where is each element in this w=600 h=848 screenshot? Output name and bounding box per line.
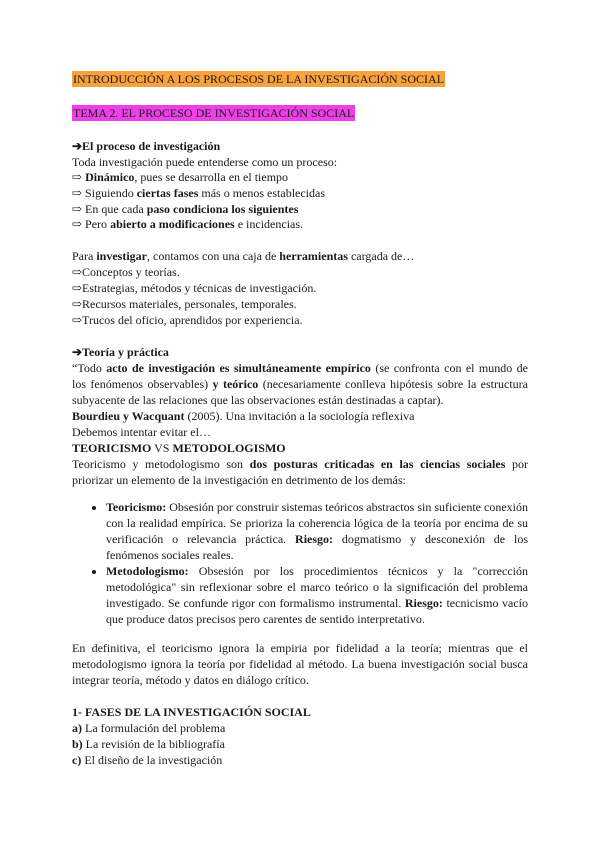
text-bold: Metodologismo: <box>106 564 189 578</box>
text-bold: Teoricismo: <box>106 500 167 514</box>
item-suffix: e incidencias. <box>234 217 304 231</box>
text-run: dogmatismo y desconexión de los fenómenos sociales reales. <box>106 532 528 562</box>
text-run: (se confronta con el mundo de los fenómenos observables) <box>72 361 528 391</box>
list-item-metodologismo <box>106 563 528 627</box>
process-item <box>72 185 325 201</box>
phase-item <box>72 720 225 736</box>
tools-item: ⇨Recursos materiales, personales, temporales. <box>72 297 297 311</box>
list-item-teoricismo <box>106 499 528 563</box>
quote-paragraph <box>72 360 528 408</box>
process-item <box>72 201 298 217</box>
phase-text: El diseño de la investigación <box>81 753 223 767</box>
item-suffix: más o menos establecidas <box>198 186 326 200</box>
text-bold: TEORICISMO <box>72 441 152 455</box>
tools-item: ⇨Estrategias, métodos y técnicas de investigación. <box>72 281 317 295</box>
postures-paragraph <box>72 456 528 488</box>
text-run: Teoricismo y metodologismo son <box>72 457 250 471</box>
item-suffix: , pues se desarrolla en el tiempo <box>134 170 289 184</box>
course-title-text: INTRODUCCIÓN A LOS PROCESOS DE LA INVESTIGACIÓN SOCIAL <box>73 72 445 86</box>
item-bold: Dinámico <box>85 170 135 184</box>
text-bold: Riesgo: <box>295 532 334 546</box>
phase-text: La revisión de la bibliografía <box>82 737 225 751</box>
text-run: Obsesión por construir sistemas teóricos abstractos sin suficiente conexión con la realidad empírica. Se prioriza la coherencia lógica de la teoría por encima de su verificación o relevancia práctica. <box>106 500 528 546</box>
text-run: cargada de… <box>347 249 415 263</box>
item-prefix: ⇨ En que cada <box>72 202 147 216</box>
text-run: , contamos con una caja de <box>147 249 280 263</box>
text-bold: investigar <box>96 249 147 263</box>
phase-letter: a) <box>72 721 82 735</box>
citation-rest: (2005). Una invitación a la sociología reflexiva <box>184 409 415 423</box>
item-prefix: ⇨ Siguiendo <box>72 186 137 200</box>
postures-list <box>72 499 528 627</box>
topic-title-text: TEMA 2. EL PROCESO DE INVESTIGACIÓN SOCIAL <box>73 106 355 120</box>
phase-item <box>72 736 225 752</box>
citation-authors: Bourdieu y Wacquant <box>72 409 185 423</box>
phase-letter: c) <box>72 753 82 767</box>
tools-intro <box>72 248 414 264</box>
text-run: por priorizar un elemento de la investigación en detrimento de los demás: <box>72 457 528 487</box>
citation <box>72 408 414 424</box>
phase-text: La formulación del problema <box>82 721 226 735</box>
text-bold: METODOLOGISMO <box>172 441 286 455</box>
text-bold: acto de investigación es simultáneamente empírico <box>106 361 371 375</box>
phase-letter: b) <box>72 737 83 751</box>
course-title <box>72 71 445 87</box>
phase-item <box>72 752 222 768</box>
text-run: tecnicismo vacío que produce datos precisos pero carentes de sentido interpretativo. <box>106 596 528 626</box>
text-run: (necesariamente conlleva hipótesis sobre la estructura subyacente de las relaciones que las observaciones están destinadas a captar). <box>72 377 528 407</box>
text-run: Obsesión por los procedimientos técnicos y la "corrección metodológica" sin reflexionar sobre el marco teórico o la significación del problema investigado. Se confunde rigor con formalismo instrumental. <box>106 564 528 610</box>
conclusion-paragraph: En definitiva, el teoricismo ignora la empiria por fidelidad a la teoría; mientras que el metodologismo ignora la teoría por fidelidad al método. La buena investigación social busca integrar teoría, método y datos en diálogo crítico. <box>72 641 528 687</box>
item-prefix: ⇨ Pero <box>72 217 111 231</box>
text-bold: herramientas <box>279 249 348 263</box>
topic-title <box>72 105 355 121</box>
vs-heading <box>72 440 286 456</box>
avoid-line: Debemos intentar evitar el… <box>72 425 211 439</box>
section-heading-theory: ➔Teoría y práctica <box>72 345 169 359</box>
text-bold: dos posturas criticadas en las ciencias sociales <box>249 457 506 471</box>
text-run: VS <box>151 441 173 455</box>
item-bold: abierto a modificaciones <box>110 217 235 231</box>
text-bold: y teórico <box>212 377 259 391</box>
tools-item: ⇨Trucos del oficio, aprendidos por experiencia. <box>72 313 303 327</box>
section-heading-process: ➔El proceso de investigación <box>72 139 221 153</box>
process-item <box>72 169 288 185</box>
text-run: Para <box>72 249 97 263</box>
text-bold: Riesgo: <box>404 596 443 610</box>
item-prefix: ⇨ <box>72 170 86 184</box>
text-run: “Todo <box>72 361 107 375</box>
item-bold: ciertas fases <box>136 186 199 200</box>
item-bold: paso condiciona los siguientes <box>146 202 299 216</box>
tools-item: ⇨Conceptos y teorías. <box>72 265 180 279</box>
process-item <box>72 216 303 232</box>
phases-heading: 1- FASES DE LA INVESTIGACIÓN SOCIAL <box>72 705 311 719</box>
process-intro: Toda investigación puede entenderse como un proceso: <box>72 155 338 169</box>
